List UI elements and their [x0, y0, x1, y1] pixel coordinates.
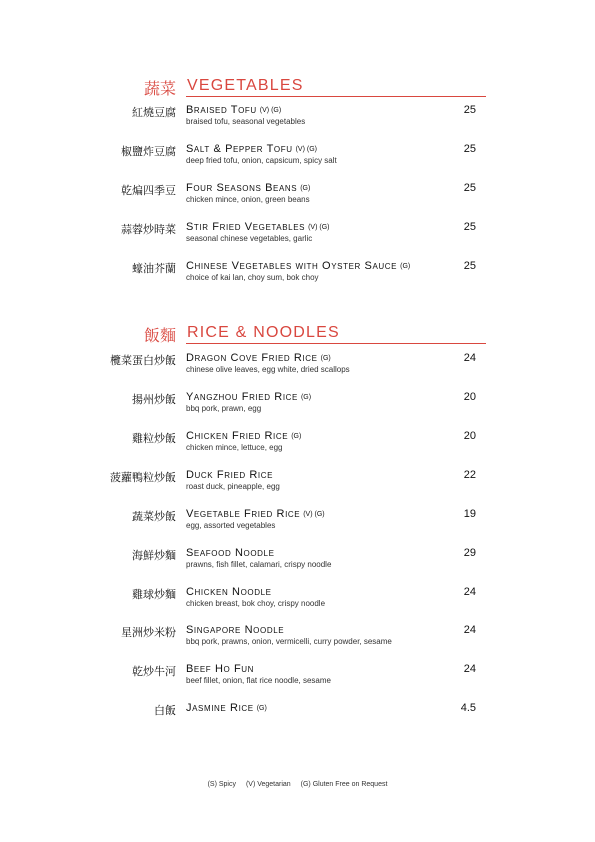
menu-item [0, 702, 595, 732]
section-title-en: VEGETABLES [187, 77, 304, 94]
item-description: roast duck, pineapple, egg [186, 482, 280, 491]
item-name: Jasmine Rice (G) [186, 702, 267, 714]
item-name: Salt & Pepper Tofu (V) (G) [186, 143, 317, 155]
item-tags: (G) [300, 185, 311, 192]
item-name-zh: 海鮮炒麵 [132, 549, 176, 562]
item-name-zh: 雞球炒麵 [132, 588, 176, 601]
menu-item [0, 260, 595, 290]
menu-item [0, 624, 595, 654]
item-description: chicken mince, onion, green beans [186, 195, 310, 204]
menu-item [0, 508, 595, 538]
item-description: bbq pork, prawn, egg [186, 404, 262, 413]
item-name-zh: 乾煸四季豆 [121, 184, 176, 197]
item-price: 25 [463, 221, 476, 233]
legend-vegetarian: (V) Vegetarian [245, 781, 291, 788]
item-tags: (V) (G) [308, 224, 330, 231]
legend-gluten-free: (G) Gluten Free on Request [300, 781, 388, 788]
item-price: 20 [463, 391, 476, 403]
item-description: chicken breast, bok choy, crispy noodle [186, 599, 326, 608]
item-name-zh: 乾炒牛河 [132, 665, 176, 678]
item-description: bbq pork, prawns, onion, vermicelli, curry powder, sesame [186, 637, 392, 646]
item-name: Vegetable Fried Rice (V) (G) [186, 508, 325, 520]
item-name: Four Seasons Beans (G) [186, 182, 311, 194]
menu-item [0, 663, 595, 693]
item-name: Braised Tofu (V) (G) [186, 104, 282, 116]
section-divider [186, 343, 486, 344]
item-tags: (V) (G) [295, 146, 317, 153]
dietary-legend [0, 781, 595, 788]
item-description: chicken mince, lettuce, egg [186, 443, 283, 452]
section-title-zh: 飯麵 [143, 326, 176, 345]
menu-item [0, 547, 595, 577]
item-name-zh: 蔬菜炒飯 [132, 510, 176, 523]
item-price: 24 [463, 624, 476, 636]
item-name: Singapore Noodle [186, 624, 285, 636]
item-price: 20 [463, 430, 476, 442]
item-tags: (G) [320, 355, 331, 362]
item-tags: (G) [400, 263, 411, 270]
item-description: choice of kai lan, choy sum, bok choy [186, 273, 319, 282]
item-name-zh: 星洲炒米粉 [121, 626, 176, 639]
item-name-zh: 欖菜蛋白炒飯 [110, 354, 176, 367]
section-header [0, 76, 595, 98]
item-name: Chicken Noodle [186, 586, 272, 598]
item-name-zh: 白飯 [154, 704, 176, 717]
item-tags: (G) [291, 433, 302, 440]
item-price: 25 [463, 182, 476, 194]
section-title-zh: 蔬菜 [143, 79, 176, 98]
item-name: Dragon Cove Fried Rice (G) [186, 352, 331, 364]
item-price: 24 [463, 663, 476, 675]
item-tags: (G) [256, 705, 267, 712]
item-price: 22 [463, 469, 476, 481]
item-price: 4.5 [460, 702, 476, 714]
menu-item [0, 182, 595, 212]
item-tags: (G) [300, 394, 312, 401]
item-description: braised tofu, seasonal vegetables [186, 117, 306, 126]
item-name-zh: 菠蘿鴨粒炒飯 [110, 471, 176, 484]
item-name-zh: 蒜蓉炒時菜 [121, 223, 176, 236]
item-description: egg, assorted vegetables [186, 521, 276, 530]
item-name: Chicken Fried Rice (G) [186, 430, 302, 442]
item-price: 25 [463, 143, 476, 155]
menu-item [0, 104, 595, 134]
item-tags: (V) (G) [259, 107, 282, 114]
menu-item [0, 391, 595, 421]
item-description: prawns, fish fillet, calamari, crispy noodle [186, 560, 332, 569]
section-header [0, 323, 595, 345]
menu-item [0, 352, 595, 382]
item-price: 25 [463, 260, 476, 272]
item-name: Yangzhou Fried Rice (G) [186, 391, 312, 403]
menu-item [0, 586, 595, 616]
item-price: 29 [463, 547, 476, 559]
item-name: Beef Ho Fun [186, 663, 255, 675]
legend-spicy: (S) Spicy [207, 781, 236, 788]
item-description: chinese olive leaves, egg white, dried scallops [186, 365, 350, 374]
item-description: beef fillet, onion, flat rice noodle, sesame [186, 676, 331, 685]
item-name: Stir Fried Vegetables (V) (G) [186, 221, 330, 233]
item-name-zh: 雞粒炒飯 [132, 432, 176, 445]
item-description: seasonal chinese vegetables, garlic [186, 234, 313, 243]
item-price: 24 [463, 586, 476, 598]
section-divider [186, 96, 486, 97]
section-title-en: RICE & NOODLES [187, 324, 340, 341]
item-description: deep fried tofu, onion, capsicum, spicy salt [186, 156, 337, 165]
item-name-zh: 椒鹽炸豆腐 [121, 145, 176, 158]
item-name: Seafood Noodle [186, 547, 275, 559]
menu-item [0, 430, 595, 460]
item-tags: (V) (G) [303, 511, 325, 518]
item-name-zh: 揚州炒飯 [132, 393, 176, 406]
item-name-zh: 蠔油芥蘭 [132, 262, 176, 275]
menu-item [0, 143, 595, 173]
item-name: Chinese Vegetables with Oyster Sauce (G) [186, 260, 411, 272]
item-price: 25 [463, 104, 476, 116]
item-name: Duck Fried Rice [186, 469, 274, 481]
item-price: 24 [463, 352, 476, 364]
menu-item [0, 221, 595, 251]
item-name-zh: 紅燒豆腐 [132, 106, 176, 119]
item-price: 19 [463, 508, 476, 520]
menu-item [0, 469, 595, 499]
